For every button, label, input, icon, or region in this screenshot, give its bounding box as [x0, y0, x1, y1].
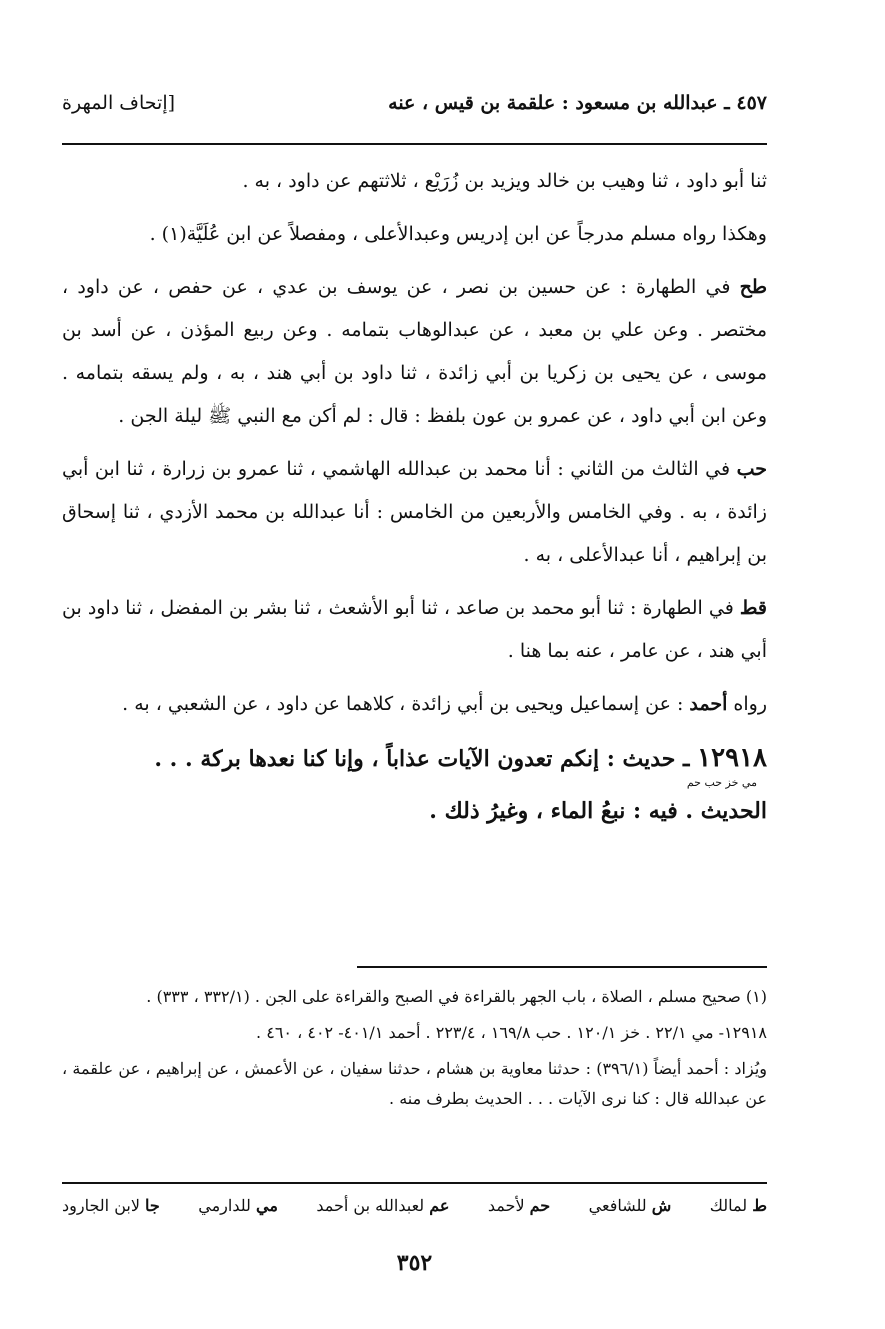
- paragraph-text: : عن إسماعيل ويحيى بن أبي زائدة ، كلاهما عن داود ، عن الشعبي ، به .: [122, 693, 690, 715]
- abbreviation-item: مي للدارمي: [198, 1196, 278, 1215]
- footnote-rule: [357, 966, 767, 968]
- abbreviation-key: [62, 1196, 767, 1215]
- header-rule: [62, 143, 767, 145]
- abbreviation-item: ط لمالك: [709, 1196, 767, 1215]
- source-code: طح: [739, 276, 767, 298]
- abbreviation-rule: [62, 1182, 767, 1184]
- footnote: (١) صحيح مسلم ، الصلاة ، باب الجهر بالقراءة في الصبح والقراءة على الجن . (٣٣٢/١ ، ٣٣٣) .: [146, 987, 767, 1006]
- paragraph: ثنا أبو داود ، ثنا وهيب بن خالد ويزيد بن زُرَيْع ، ثلاثتهم عن داود ، به .: [242, 170, 767, 192]
- source-code: أحمد: [689, 693, 728, 715]
- paragraph: [62, 448, 767, 577]
- paragraph-prefix: رواه: [727, 693, 767, 715]
- paragraph: وهكذا رواه مسلم مدرجاً عن ابن إدريس وعبدالأعلى ، ومفصلاً عن ابن عُلَيَّة(١) .: [149, 223, 767, 245]
- paragraph: [62, 266, 767, 438]
- hadith-number: ١٢٩١٨: [697, 743, 767, 773]
- hadith-text-continued: الحديث . فيه : نبعُ الماء ، وغيرُ ذلك .: [429, 798, 767, 824]
- abbreviation-item: جا لابن الجارود: [62, 1196, 160, 1215]
- running-header: [62, 92, 767, 114]
- header-book-name: [إتحاف المهرة: [62, 92, 176, 114]
- paragraph-text: في الطهارة : عن حسين بن نصر ، عن يوسف بن عدي ، عن حفص ، عن داود ، مختصر . وعن علي بن معبد ، عن عبدالوهاب بتمامه . وعن ربيع المؤذن ، عن أسد بن موسى ، عن يحيى بن زكريا بن أبي زائدة ، ثنا داود بن أبي هند ، به ، ولم يسقه بتمامه . وعن ابن أبي داود ، عن عمرو بن عون بلفظ : قال : لم أكن مع النبي ﷺ ليلة الجن .: [62, 276, 767, 427]
- paragraph: [62, 683, 767, 726]
- page-number: ٣٥٢: [396, 1250, 433, 1276]
- hadith-sigla: مي خز حب حم: [686, 776, 757, 789]
- main-text: [62, 160, 767, 833]
- footnotes: [62, 982, 767, 1120]
- footnote: ويُزاد : أحمد أيضاً (٣٩٦/١) : حدثنا معاوية بن هشام ، حدثنا سفيان ، عن الأعمش ، عن إبراهيم ، عن علقمة ، عن عبدالله قال : كنا نرى الآيات . . . الحديث بطرف منه .: [62, 1059, 768, 1108]
- header-title: ٤٥٧ ـ عبدالله بن مسعود : علقمة بن قيس ، عنه: [388, 92, 767, 114]
- hadith-text: ـ حديث : إنكم تعدون الآيات عذاباً ، وإنا كنا نعدها بركة . . .: [154, 746, 698, 772]
- abbreviation-item: حم لأحمد: [487, 1196, 551, 1215]
- abbreviation-item: عم لعبدالله بن أحمد: [316, 1196, 450, 1215]
- source-code: قط: [739, 597, 767, 619]
- abbreviation-item: ش للشافعي: [588, 1196, 672, 1215]
- paragraph-text: في الثالث من الثاني : أنا محمد بن عبدالله الهاشمي ، ثنا عمرو بن زرارة ، ثنا ابن أبي زائدة ، به . وفي الخامس والأربعين من الخامس : أنا عبدالله بن محمد الأزدي ، ثنا إسحاق بن إبراهيم ، أنا عبدالأعلى ، به .: [62, 458, 767, 566]
- paragraph: [62, 587, 767, 673]
- source-code: حب: [736, 458, 767, 480]
- footnote: ١٢٩١٨- مي ٢٢/١ . خز ١٢٠/١ . حب ١٦٩/٨ ، ٢٢٣/٤ . أحمد ٤٠١/١- ٤٠٢ ، ٤٦٠ .: [256, 1023, 767, 1042]
- hadith-entry: [62, 736, 767, 833]
- paragraph-text: في الطهارة : ثنا أبو محمد بن صاعد ، ثنا أبو الأشعث ، ثنا بشر بن المفضل ، ثنا داود بن أبي هند ، عن عامر ، عنه بما هنا .: [62, 597, 767, 662]
